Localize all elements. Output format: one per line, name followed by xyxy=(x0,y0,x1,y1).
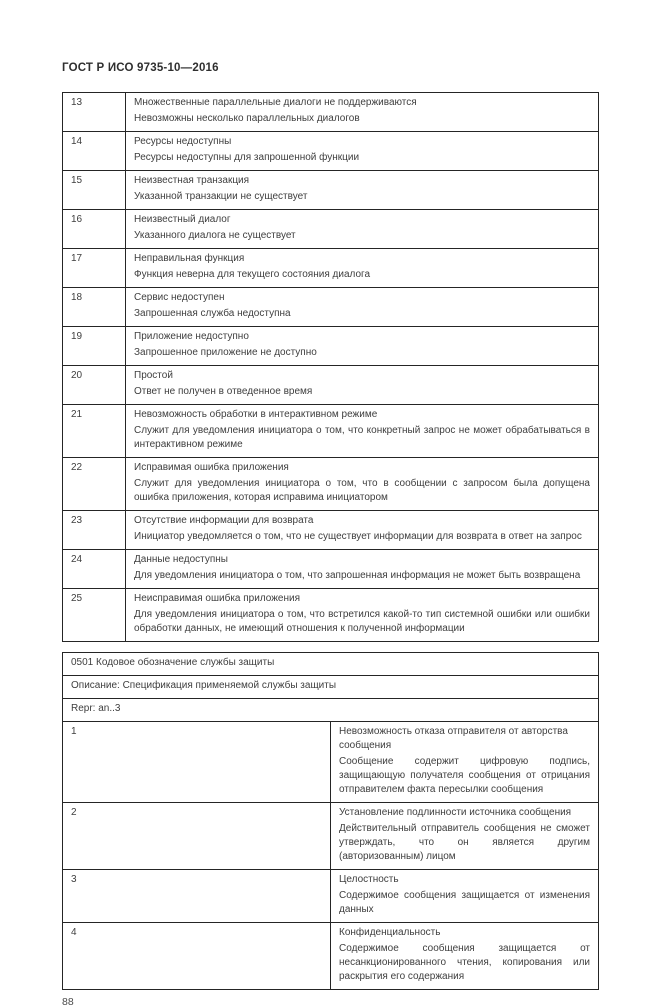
row-code: 25 xyxy=(63,589,126,642)
table-row xyxy=(63,249,599,288)
row-cell xyxy=(126,288,599,327)
row-cell xyxy=(126,366,599,405)
table-row xyxy=(63,511,599,550)
row-description: Запрошенная служба недоступна xyxy=(134,308,291,319)
table-row xyxy=(63,676,599,699)
element-description: Описание: Спецификация применяемой службы защиты xyxy=(63,676,599,699)
row-title: Ресурсы недоступны xyxy=(134,136,232,147)
row-description: Служит для уведомления инициатора о том, что в сообщении с запросом была допущена ошибка приложения, которая исправима инициатором xyxy=(134,478,590,503)
table-row xyxy=(63,589,599,642)
row-cell xyxy=(331,803,599,870)
row-code: 24 xyxy=(63,550,126,589)
row-description: Служит для уведомления инициатора о том, что конкретный запрос не может обрабатываться в интерактивном режиме xyxy=(134,425,590,450)
table-row xyxy=(63,803,599,870)
row-title: Неисправимая ошибка приложения xyxy=(134,593,301,604)
row-code: 22 xyxy=(63,458,126,511)
element-repr: Repr: an..3 xyxy=(63,699,599,722)
row-code: 18 xyxy=(63,288,126,327)
row-cell xyxy=(126,93,599,132)
document-title: ГОСТ Р ИСО 9735-10—2016 xyxy=(62,62,219,74)
table-row xyxy=(63,405,599,458)
table-row xyxy=(63,923,599,990)
row-description: Указанной транзакции не существует xyxy=(134,191,308,202)
row-code: 15 xyxy=(63,171,126,210)
row-description: Инициатор уведомляется о том, что не существует информации для возврата в ответ на запрос xyxy=(134,531,582,542)
document-page xyxy=(62,62,599,1008)
row-cell xyxy=(126,405,599,458)
row-title: Невозможность обработки в интерактивном режиме xyxy=(134,409,378,420)
row-code: 4 xyxy=(63,923,331,990)
row-description: Функция неверна для текущего состояния диалога xyxy=(134,269,371,280)
row-title: Неизвестный диалог xyxy=(134,214,231,225)
row-title: Конфиденциальность xyxy=(339,927,441,938)
row-cell xyxy=(126,458,599,511)
table-row xyxy=(63,722,599,803)
table-row xyxy=(63,550,599,589)
row-cell xyxy=(126,210,599,249)
table-header-row xyxy=(63,653,599,676)
row-cell xyxy=(331,870,599,923)
row-title: Отсутствие информации для возврата xyxy=(134,515,314,526)
table-row xyxy=(63,288,599,327)
row-title: Множественные параллельные диалоги не поддерживаются xyxy=(134,97,417,108)
row-description: Для уведомления инициатора о том, что встретился какой-то тип системной ошибки или ошибки обработки данных, не имеющий отношения к полученной информации xyxy=(134,609,590,634)
row-code: 21 xyxy=(63,405,126,458)
row-code: 2 xyxy=(63,803,331,870)
table-separator xyxy=(62,642,599,652)
row-code: 16 xyxy=(63,210,126,249)
row-title: Неизвестная транзакция xyxy=(134,175,250,186)
row-cell xyxy=(126,132,599,171)
row-description: Запрошенное приложение не доступно xyxy=(134,347,317,358)
row-cell xyxy=(126,171,599,210)
table-row xyxy=(63,93,599,132)
row-cell xyxy=(331,722,599,803)
table-row xyxy=(63,870,599,923)
element-code-header: 0501 Кодовое обозначение службы защиты xyxy=(63,653,599,676)
row-code: 1 xyxy=(63,722,331,803)
row-title: Невозможность отказа отправителя от авторства сообщения xyxy=(339,726,568,751)
row-cell xyxy=(331,923,599,990)
row-cell xyxy=(126,327,599,366)
row-description: Указанного диалога не существует xyxy=(134,230,296,241)
security-service-table xyxy=(62,652,599,990)
table-row xyxy=(63,171,599,210)
row-code: 3 xyxy=(63,870,331,923)
row-title: Исправимая ошибка приложения xyxy=(134,462,289,473)
row-description: Ответ не получен в отведенное время xyxy=(134,386,313,397)
table-row xyxy=(63,210,599,249)
row-cell xyxy=(126,249,599,288)
row-description: Действительный отправитель сообщения не сможет утверждать, что он является другим (авторизованным) лицом xyxy=(339,823,590,862)
row-title: Сервис недоступен xyxy=(134,292,225,303)
row-code: 23 xyxy=(63,511,126,550)
row-title: Целостность xyxy=(339,874,399,885)
row-description: Для уведомления инициатора о том, что запрошенная информация не может быть возвращена xyxy=(134,570,581,581)
table-row xyxy=(63,699,599,722)
table-row xyxy=(63,132,599,171)
table-row xyxy=(63,327,599,366)
row-description: Невозможны несколько параллельных диалогов xyxy=(134,113,360,124)
row-description: Ресурсы недоступны для запрошенной функции xyxy=(134,152,360,163)
row-description: Содержимое сообщения защищается от изменения данных xyxy=(339,890,590,915)
row-code: 20 xyxy=(63,366,126,405)
row-title: Установление подлинности источника сообщения xyxy=(339,807,572,818)
row-cell xyxy=(126,589,599,642)
table-row xyxy=(63,458,599,511)
row-code: 14 xyxy=(63,132,126,171)
row-title: Простой xyxy=(134,370,173,381)
row-description: Сообщение содержит цифровую подпись, защищающую получателя сообщения от отрицания отправителем факта пересылки сообщения xyxy=(339,756,590,795)
row-code: 19 xyxy=(63,327,126,366)
row-cell xyxy=(126,550,599,589)
row-description: Содержимое сообщения защищается от несанкционированного чтения, копирования или раскрытия его содержания xyxy=(339,943,590,982)
table-row xyxy=(63,366,599,405)
row-cell xyxy=(126,511,599,550)
page-number: 88 xyxy=(62,996,74,1008)
dialog-error-codes-table xyxy=(62,92,599,642)
row-title: Данные недоступны xyxy=(134,554,228,565)
row-code: 17 xyxy=(63,249,126,288)
row-title: Приложение недоступно xyxy=(134,331,249,342)
row-title: Неправильная функция xyxy=(134,253,245,264)
row-code: 13 xyxy=(63,93,126,132)
